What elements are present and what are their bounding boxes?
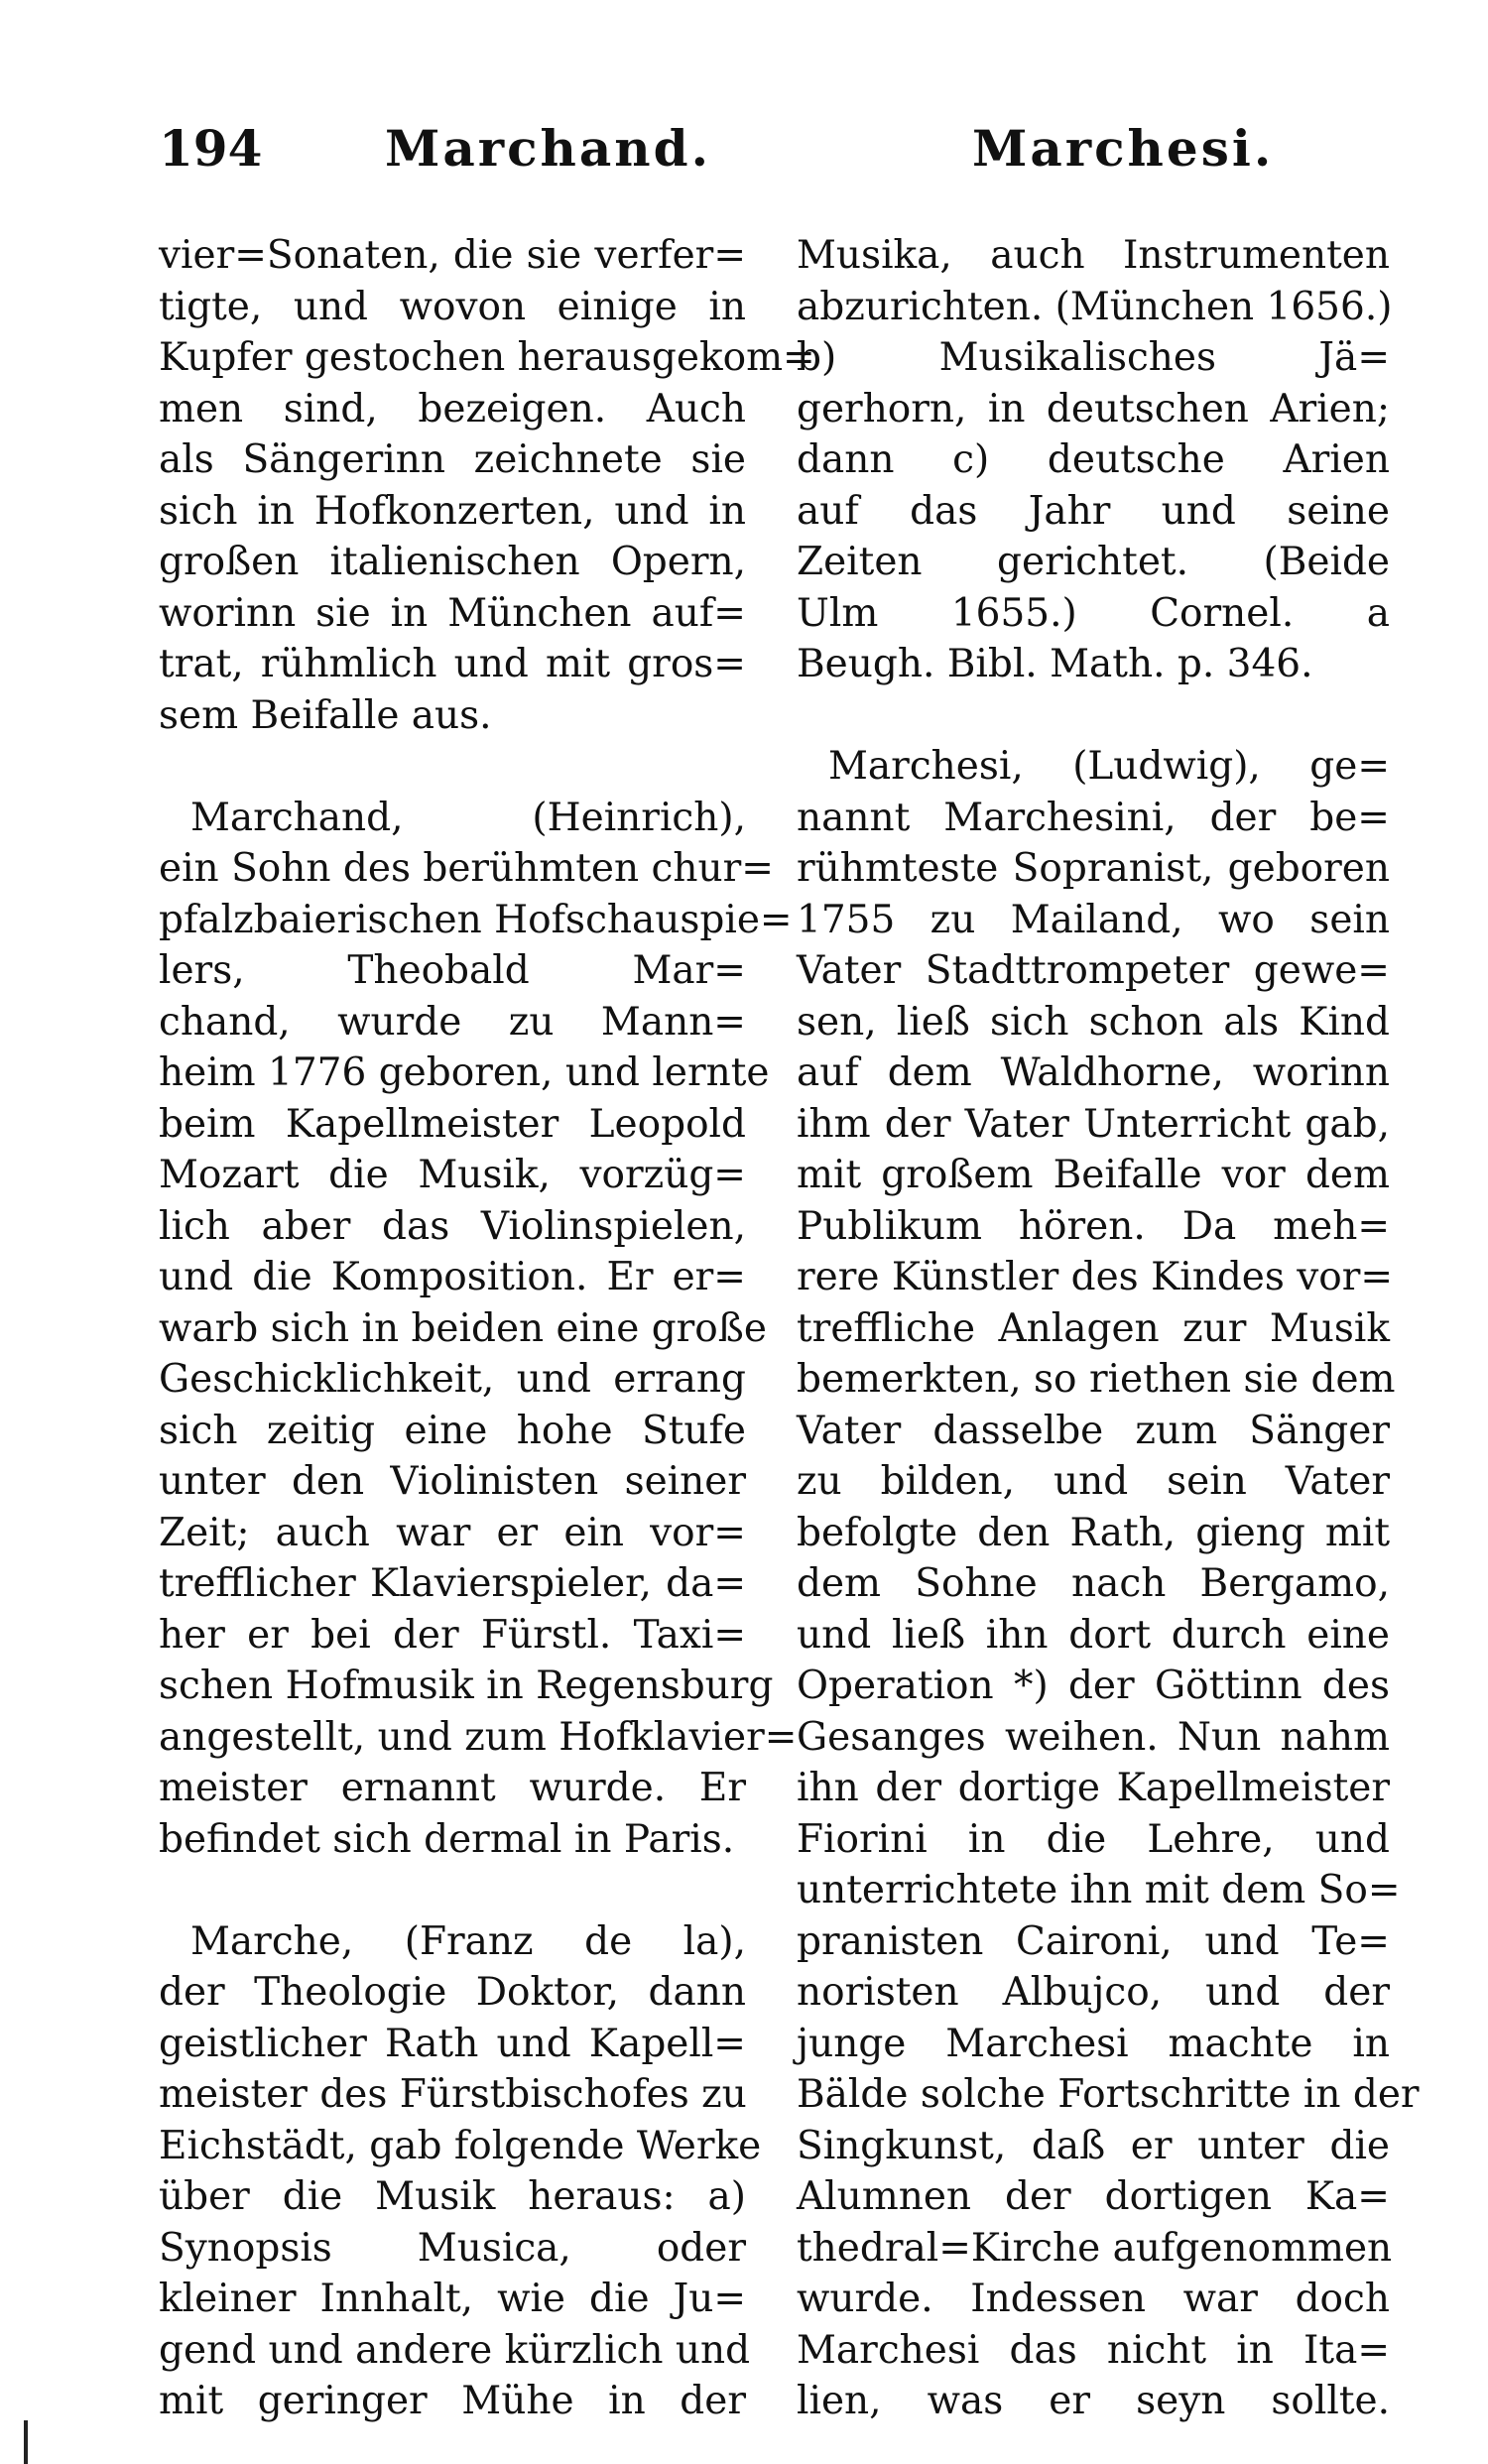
- text-line: kleiner Innhalt, wie die Ju=: [159, 2277, 746, 2321]
- text-line: lers, Theobald Mar=: [159, 948, 746, 993]
- left-column: [159, 230, 815, 2427]
- text-line: trefflicher Klavierspieler, da=: [159, 1561, 746, 1606]
- text-line: sich in Hofkonzerten, und in: [159, 488, 746, 534]
- paragraph-gap: [159, 1865, 746, 1916]
- text-line: angestellt, und zum Hofklavier=: [159, 1714, 798, 1760]
- text-line: beim Kapellmeister Leopold: [159, 1101, 746, 1147]
- text-line: gend und andere kürzlich und: [159, 2327, 751, 2373]
- text-line: zu bilden, und sein Vater: [797, 1459, 1390, 1504]
- text-line: bemerkten, so riethen sie dem: [797, 1357, 1396, 1402]
- text-line: und ließ ihn dort durch eine: [797, 1612, 1390, 1658]
- text-line: treffliche Anlagen zur Musik: [797, 1305, 1390, 1351]
- text-line: Singkunst, daß er unter die: [797, 2123, 1390, 2168]
- text-line: pranisten Caironi, und Te=: [797, 1918, 1390, 1964]
- text-line: mit großem Beifalle vor dem: [797, 1153, 1390, 1197]
- running-head-left: Marchand.: [385, 119, 712, 178]
- text-line: vier=Sonaten, die sie verfer=: [159, 233, 746, 278]
- text-line: trat, rühmlich und mit gros=: [159, 642, 746, 686]
- text-line: sen, ließ sich schon als Kind: [797, 999, 1390, 1045]
- text-line: auf dem Waldhorne, worinn: [797, 1050, 1390, 1095]
- running-head-right: Marchesi.: [972, 119, 1275, 178]
- text-line: chand, wurde zu Mann=: [159, 999, 746, 1045]
- text-line: ein Sohn des berühmten chur=: [159, 846, 774, 891]
- right-column: [797, 230, 1420, 2427]
- text-line: her er bei der Fürstl. Taxi=: [159, 1612, 746, 1658]
- paragraph-gap: [159, 741, 746, 793]
- text-line: meister ernannt wurde. Er: [159, 1766, 746, 1810]
- text-line: gerhorn, in deutschen Arien;: [797, 386, 1390, 431]
- text-line: ihn der dortige Kapellmeister: [797, 1766, 1390, 1810]
- text-line: Publikum hören. Da meh=: [797, 1203, 1390, 1249]
- text-line: Alumnen der dortigen Ka=: [797, 2174, 1390, 2219]
- text-line: meister des Fürstbischofes zu: [159, 2072, 747, 2117]
- text-line: Marche, (Franz de la),: [190, 1918, 746, 1964]
- text-line: ihm der Vater Unterricht gab,: [797, 1101, 1390, 1147]
- text-line: unter den Violinisten seiner: [159, 1459, 746, 1504]
- text-line: heim 1776 geboren, und lernte: [159, 1050, 770, 1095]
- text-line: dem Sohne nach Bergamo,: [797, 1561, 1390, 1606]
- text-line: unterrichtete ihn mit dem So=: [797, 1868, 1401, 1912]
- text-line: Zeit; auch war er ein vor=: [159, 1510, 746, 1555]
- page-edge-mark: [24, 2420, 28, 2464]
- text-line: Ulm 1655.) Cornel. a: [797, 590, 1390, 636]
- text-line: Eichstädt, gab folgende Werke: [159, 2123, 762, 2168]
- text-line: b) Musikalisches Jä=: [797, 335, 1390, 380]
- text-line: Zeiten gerichtet. (Beide: [797, 540, 1390, 584]
- text-line: Operation *) der Göttinn des: [797, 1663, 1390, 1708]
- text-line: Bälde solche Fortschritte in der: [797, 2072, 1420, 2117]
- text-line: Marchesi, (Ludwig), ge=: [828, 744, 1390, 789]
- text-line: abzurichten. (München 1656.): [797, 284, 1393, 329]
- text-line: worinn sie in München auf=: [159, 590, 746, 636]
- text-line: thedral=Kirche aufgenommen: [797, 2225, 1393, 2271]
- text-line: Marchand, (Heinrich),: [190, 795, 746, 840]
- text-line: tigte, und wovon einige in: [159, 284, 746, 329]
- text-line: Synopsis Musica, oder: [159, 2225, 746, 2271]
- text-line: befolgte den Rath, gieng mit: [797, 1510, 1390, 1555]
- text-line: Beugh. Bibl. Math. p. 346.: [797, 642, 1313, 686]
- text-line: dann c) deutsche Arien: [797, 437, 1390, 482]
- text-line: als Sängerinn zeichnete sie: [159, 437, 746, 482]
- text-line: Fiorini in die Lehre, und: [797, 1816, 1390, 1862]
- text-line: 1755 zu Mailand, wo sein: [797, 897, 1390, 942]
- text-line: sem Beifalle aus.: [159, 692, 492, 738]
- text-line: pfalzbaierischen Hofschauspie=: [159, 897, 793, 942]
- text-line: lien, was er seyn sollte.: [797, 2379, 1390, 2423]
- text-line: der Theologie Doktor, dann: [159, 1970, 746, 2015]
- text-line: Vater Stadttrompeter gewe=: [797, 948, 1390, 993]
- text-line: großen italienischen Opern,: [159, 540, 746, 584]
- text-line: über die Musik heraus: a): [159, 2174, 746, 2219]
- text-line: noristen Albujco, und der: [797, 1970, 1390, 2015]
- text-line: und die Komposition. Er er=: [159, 1255, 746, 1299]
- text-line: sich zeitig eine hohe Stufe: [159, 1408, 746, 1453]
- text-line: Geschicklichkeit, und errang: [159, 1357, 746, 1402]
- text-line: Kupfer gestochen herausgekom=: [159, 335, 815, 380]
- text-line: schen Hofmusik in Regensburg: [159, 1663, 774, 1708]
- page-header: [159, 119, 1399, 198]
- paragraph-gap: [797, 690, 1390, 742]
- text-line: mit geringer Mühe in der: [159, 2379, 746, 2423]
- text-line: rere Künstler des Kindes vor=: [797, 1255, 1394, 1299]
- text-line: auf das Jahr und seine: [797, 488, 1390, 534]
- text-line: Vater dasselbe zum Sänger: [797, 1408, 1390, 1453]
- text-line: men sind, bezeigen. Auch: [159, 386, 746, 431]
- text-line: Gesanges weihen. Nun nahm: [797, 1714, 1390, 1760]
- text-line: Musika, auch Instrumenten: [797, 233, 1390, 278]
- text-line: Marchesi das nicht in Ita=: [797, 2327, 1390, 2373]
- text-line: junge Marchesi machte in: [797, 2021, 1390, 2066]
- text-line: wurde. Indessen war doch: [797, 2277, 1390, 2321]
- text-line: befindet sich dermal in Paris.: [159, 1816, 735, 1862]
- text-line: lich aber das Violinspielen,: [159, 1203, 746, 1249]
- text-line: nannt Marchesini, der be=: [797, 795, 1390, 840]
- text-line: Mozart die Musik, vorzüg=: [159, 1153, 746, 1197]
- text-line: geistlicher Rath und Kapell=: [159, 2021, 746, 2066]
- text-line: warb sich in beiden eine große: [159, 1305, 767, 1351]
- text-line: rühmteste Sopranist, geboren: [797, 846, 1390, 891]
- page-number: 194: [159, 119, 263, 178]
